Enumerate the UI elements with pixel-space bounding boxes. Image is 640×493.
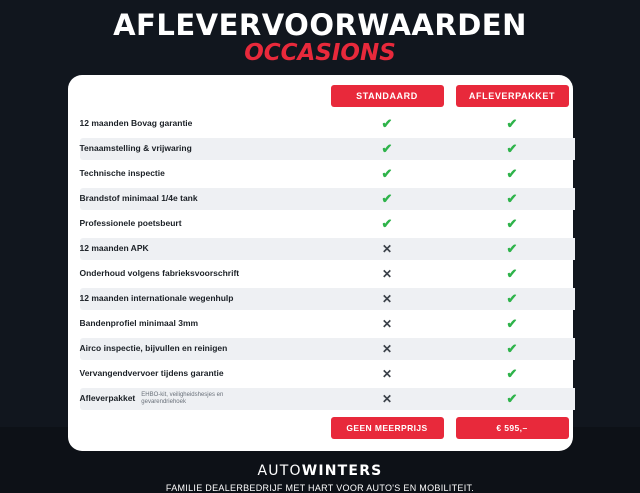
page-title: AFLEVERVOORWAARDEN bbox=[113, 8, 527, 42]
cell-standaard bbox=[325, 238, 450, 260]
poster-header bbox=[0, 10, 640, 67]
standaard-pill: STANDAARD bbox=[331, 85, 444, 107]
cell-standaard bbox=[325, 163, 450, 185]
cross-icon: ✕ bbox=[381, 267, 393, 282]
feature-label: Vervangendvervoer tijdens garantie bbox=[80, 363, 325, 385]
feature-label: 12 maanden Bovag garantie bbox=[80, 113, 325, 135]
check-icon: ✔ bbox=[381, 191, 393, 207]
cross-icon: ✕ bbox=[381, 392, 393, 407]
cell-afleverpakket bbox=[450, 213, 575, 235]
feature-label: 12 maanden APK bbox=[80, 238, 325, 260]
cell-standaard bbox=[325, 138, 450, 160]
table-row bbox=[80, 188, 575, 210]
cell-afleverpakket bbox=[450, 188, 575, 210]
feature-label bbox=[80, 388, 325, 410]
cell-standaard bbox=[325, 213, 450, 235]
feature-label: Brandstof minimaal 1/4e tank bbox=[80, 188, 325, 210]
feature-label: Professionele poetsbeurt bbox=[80, 213, 325, 235]
table-row bbox=[80, 388, 575, 410]
feature-label-text: Afleverpakket bbox=[79, 392, 136, 403]
table-row bbox=[80, 163, 575, 185]
brand-name-bold: WINTERS bbox=[301, 462, 383, 479]
check-icon: ✔ bbox=[506, 291, 518, 307]
check-icon: ✔ bbox=[506, 341, 518, 357]
cross-icon: ✕ bbox=[381, 242, 393, 257]
cell-standaard bbox=[325, 263, 450, 285]
cell-standaard bbox=[325, 363, 450, 385]
table-row bbox=[80, 288, 575, 310]
table-header-row bbox=[80, 85, 575, 113]
table-row bbox=[80, 138, 575, 160]
feature-note: EHBO-kit, veiligheidshesjes en gevarendriehoek bbox=[141, 392, 224, 405]
check-icon: ✔ bbox=[506, 166, 518, 182]
check-icon: ✔ bbox=[506, 141, 518, 157]
column-header-afleverpakket bbox=[450, 85, 575, 113]
feature-label: Airco inspectie, bijvullen en reinigen bbox=[80, 338, 325, 360]
cell-afleverpakket bbox=[450, 138, 575, 160]
table-row bbox=[80, 238, 575, 260]
afleverpakket-pill: AFLEVERPAKKET bbox=[456, 85, 569, 107]
cell-standaard bbox=[325, 113, 450, 135]
check-icon: ✔ bbox=[506, 266, 518, 282]
page-subtitle: OCCASIONS bbox=[244, 40, 396, 67]
check-icon: ✔ bbox=[506, 391, 518, 407]
cell-standaard bbox=[325, 313, 450, 335]
column-header-standaard bbox=[325, 85, 450, 113]
brand-logo bbox=[166, 463, 474, 479]
poster-footer bbox=[166, 463, 474, 493]
feature-label: Tenaamstelling & vrijwaring bbox=[80, 138, 325, 160]
cell-afleverpakket bbox=[450, 238, 575, 260]
cross-icon: ✕ bbox=[381, 367, 393, 382]
table-body bbox=[80, 113, 575, 410]
afleverpakket-price-badge: € 595,– bbox=[456, 417, 569, 439]
standaard-price-badge: GEEN MEERPRIJS bbox=[331, 417, 444, 439]
cell-afleverpakket bbox=[450, 163, 575, 185]
cell-standaard bbox=[325, 288, 450, 310]
cell-afleverpakket bbox=[450, 363, 575, 385]
check-icon: ✔ bbox=[381, 166, 393, 182]
brand-tagline: FAMILIE DEALERBEDRIJF MET HART VOOR AUTO'S EN MOBILITEIT. bbox=[165, 482, 475, 493]
cross-icon: ✕ bbox=[381, 342, 393, 357]
price-cell-standaard bbox=[325, 410, 450, 439]
brand-name-light: AUTO bbox=[257, 462, 302, 479]
check-icon: ✔ bbox=[506, 216, 518, 232]
cell-standaard bbox=[325, 188, 450, 210]
cross-icon: ✕ bbox=[381, 317, 393, 332]
table-row bbox=[80, 213, 575, 235]
cell-afleverpakket bbox=[450, 263, 575, 285]
table-row bbox=[80, 263, 575, 285]
cell-afleverpakket bbox=[450, 338, 575, 360]
table-foot bbox=[80, 410, 575, 439]
cell-afleverpakket bbox=[450, 313, 575, 335]
table-row bbox=[80, 363, 575, 385]
price-row bbox=[80, 410, 575, 439]
check-icon: ✔ bbox=[506, 366, 518, 382]
cell-standaard bbox=[325, 388, 450, 410]
feature-label: Technische inspectie bbox=[80, 163, 325, 185]
check-icon: ✔ bbox=[381, 116, 393, 132]
table-head bbox=[80, 85, 575, 113]
check-icon: ✔ bbox=[381, 216, 393, 232]
table-row bbox=[80, 338, 575, 360]
pricing-card bbox=[68, 75, 573, 451]
check-icon: ✔ bbox=[506, 316, 518, 332]
price-cell-afleverpakket bbox=[450, 410, 575, 439]
cell-standaard bbox=[325, 338, 450, 360]
check-icon: ✔ bbox=[381, 141, 393, 157]
cell-afleverpakket bbox=[450, 388, 575, 410]
check-icon: ✔ bbox=[506, 191, 518, 207]
check-icon: ✔ bbox=[506, 241, 518, 257]
column-header-feature bbox=[80, 85, 325, 113]
table-row bbox=[80, 313, 575, 335]
cross-icon: ✕ bbox=[381, 292, 393, 307]
pricing-table bbox=[80, 85, 575, 439]
check-icon: ✔ bbox=[506, 116, 518, 132]
price-row-spacer bbox=[80, 410, 325, 439]
feature-label: Onderhoud volgens fabrieksvoorschrift bbox=[80, 263, 325, 285]
table-row bbox=[80, 113, 575, 135]
cell-afleverpakket bbox=[450, 288, 575, 310]
feature-label: Bandenprofiel minimaal 3mm bbox=[80, 313, 325, 335]
feature-label: 12 maanden internationale wegenhulp bbox=[80, 288, 325, 310]
cell-afleverpakket bbox=[450, 113, 575, 135]
